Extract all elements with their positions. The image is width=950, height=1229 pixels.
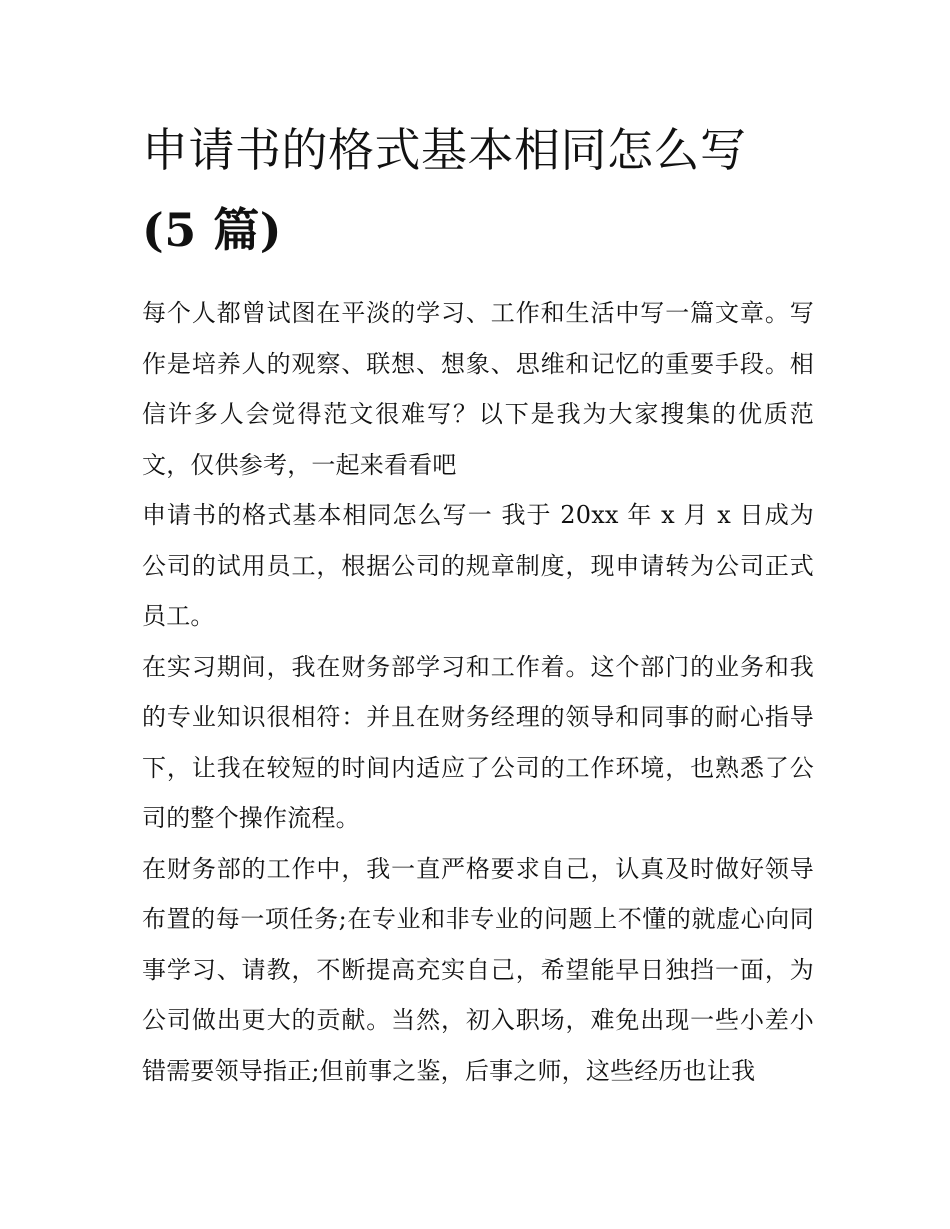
paragraph-1: 申请书的格式基本相同怎么写一 我于 20xx 年 x 月 x 日成为公司的试用员工，根据公司的规章制度，现申请转为公司正式员工。	[142, 501, 814, 630]
paragraph-2: 在实习期间，我在财务部学习和工作着。这个部门的业务和我的专业知识很相符：并且在财务经理的领导和同事的耐心指导下，让我在较短的时间内适应了公司的工作环境，也熟悉了公司的整个操作流程。	[142, 652, 814, 832]
paragraph-3: 在财务部的工作中，我一直严格要求自己，认真及时做好领导布置的每一项任务;在专业和非专业的问题上不懂的就虚心向同事学习、请教，不断提高充实自己，希望能早日独挡一面，为公司做出更大的贡献。当然，初入职场，难免出现一些小差小错需要领导指正;但前事之鉴，后事之师，这些经历也让我	[142, 854, 814, 1085]
title-line-1: 申请书的格式基本相同怎么写	[142, 123, 747, 177]
document-title	[142, 110, 814, 270]
title-line-2: (5 篇)	[142, 203, 283, 257]
document-page	[142, 110, 814, 1096]
paragraph-intro: 每个人都曾试图在平淡的学习、工作和生活中写一篇文章。写作是培养人的观察、联想、想象、思维和记忆的重要手段。相信许多人会觉得范文很难写？以下是我为大家搜集的优质范文，仅供参考，一起来看看吧	[142, 299, 814, 479]
